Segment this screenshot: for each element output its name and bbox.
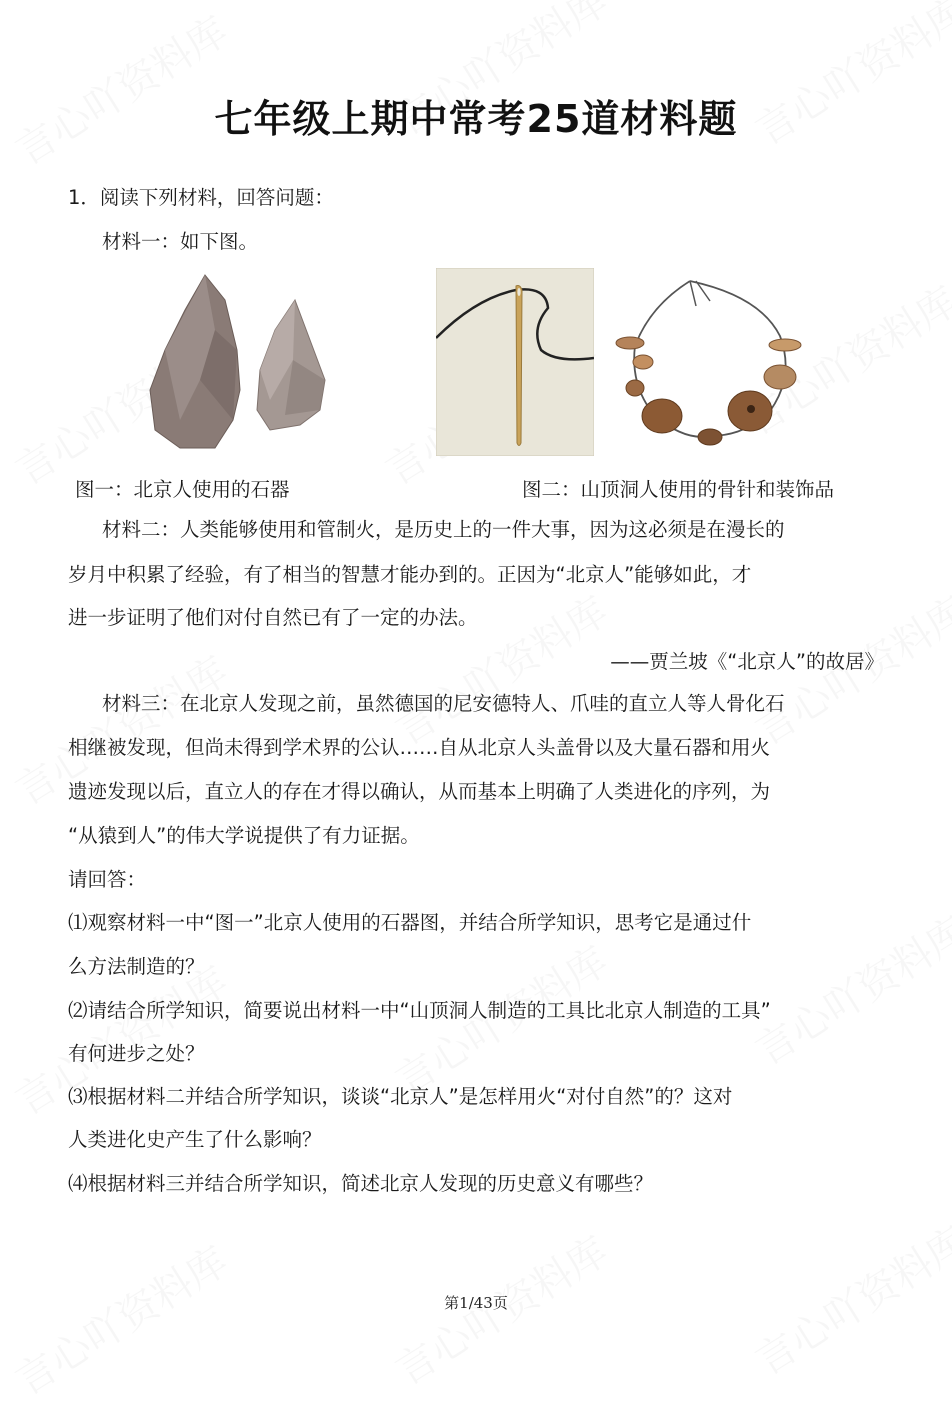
material2-line: 岁月中积累了经验，有了相当的智慧才能办到的。正因为“北京人”能够如此，才 <box>68 563 752 586</box>
figure2-caption: 图二：山顶洞人使用的骨针和装饰品 <box>522 478 835 501</box>
material3-line: 遗迹发现以后，直立人的存在才得以确认，从而基本上明确了人类进化的序列，为 <box>68 780 771 803</box>
sub-question: ⑵请结合所学知识，简要说出材料一中“山顶洞人制造的工具比北京人制造的工具” <box>68 999 771 1022</box>
bead-shape <box>698 429 722 445</box>
material3-line: “从猿到人”的伟大学说提供了有力证据。 <box>68 824 420 847</box>
answer-prompt: 请回答： <box>68 868 147 891</box>
sub-question: ⑴观察材料一中“图一”北京人使用的石器图，并结合所学知识，思考它是通过什 <box>68 911 752 934</box>
bead-shape <box>642 399 682 433</box>
sub-question: ⑷根据材料三并结合所学知识，简述北京人发现的历史意义有哪些？ <box>68 1172 654 1195</box>
question-intro: 1．阅读下列材料，回答问题： <box>68 186 334 209</box>
bead-shape <box>633 355 653 369</box>
page-number: 第1/43页 <box>444 1294 508 1312</box>
material2-line: 材料二：人类能够使用和管制火，是历史上的一件大事，因为这必须是在漫长的 <box>102 518 785 541</box>
material2-source: ——贾兰坡《“北京人”的故居》 <box>610 650 884 673</box>
material1-label: 材料一：如下图。 <box>102 230 259 253</box>
sub-question: 人类进化史产生了什么影响？ <box>68 1128 322 1151</box>
bead-shape <box>764 365 796 389</box>
material3-line: 材料三：在北京人发现之前，虽然德国的尼安德特人、爪哇的直立人等人骨化石 <box>102 692 785 715</box>
stone-tools-image <box>145 270 335 455</box>
sub-question: 么方法制造的？ <box>68 955 205 978</box>
watermark <box>3 1231 237 1406</box>
bone-needle-image <box>436 268 594 456</box>
cord-line <box>690 281 696 306</box>
page-title: 七年级上期中常考25道材料题 <box>214 97 738 141</box>
ornament-necklace-image <box>610 276 810 456</box>
material2-line: 进一步证明了他们对付自然已有了一定的办法。 <box>68 606 478 629</box>
bead-shape <box>626 380 644 396</box>
material3-line: 相继被发现，但尚未得到学术界的公认……自从北京人头盖骨以及大量石器和用火 <box>68 736 771 759</box>
sub-question: 有何进步之处？ <box>68 1042 205 1065</box>
needle-shape <box>516 286 522 446</box>
bead-shape <box>616 337 644 349</box>
bead-shape <box>769 339 801 351</box>
figure1-caption: 图一：北京人使用的石器 <box>75 478 290 501</box>
sub-question: ⑶根据材料二并结合所学知识，谈谈“北京人”是怎样用火“对付自然”的？这对 <box>68 1085 733 1108</box>
